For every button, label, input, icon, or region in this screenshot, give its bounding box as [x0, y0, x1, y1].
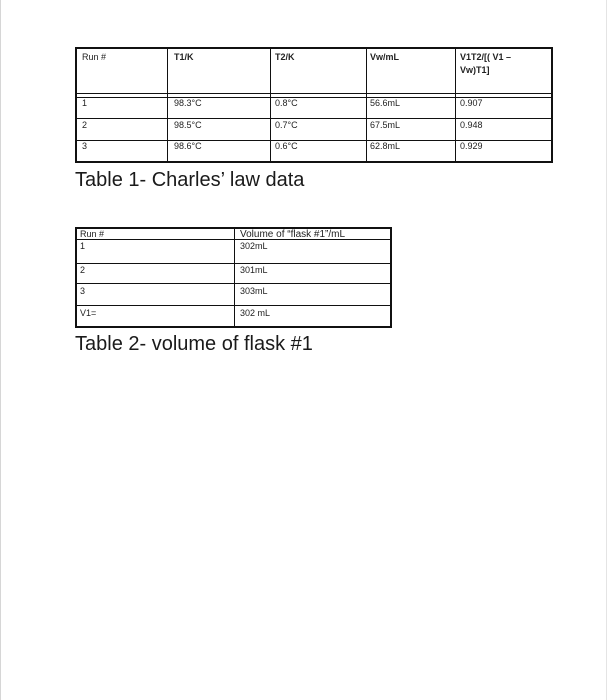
cell-run: 3: [80, 286, 86, 296]
table-border: [234, 227, 235, 328]
cell-t1: 98.6°C: [174, 141, 202, 151]
table-border: [75, 161, 553, 163]
table2-caption: Table 2- volume of flask #1: [75, 333, 313, 355]
header-volume: Volume of “flask #1”/mL: [240, 229, 346, 240]
table-border: [75, 47, 553, 49]
cell-t2: 0.6°C: [275, 141, 298, 151]
table-border: [455, 47, 456, 163]
table1-caption: Table 1- Charles’ law data: [75, 169, 305, 191]
table-border: [390, 227, 392, 328]
cell-volume: 301mL: [240, 265, 268, 275]
cell-volume: 303mL: [240, 286, 268, 296]
header-vw: Vw/mL: [370, 52, 400, 62]
cell-volume: 302mL: [240, 241, 268, 251]
header-t2: T2/K: [275, 52, 295, 62]
table-border: [551, 47, 553, 163]
cell-run: 1: [80, 241, 86, 251]
cell-ratio: 0.948: [460, 120, 483, 130]
cell-ratio: 0.907: [460, 98, 483, 108]
table-border: [75, 93, 553, 94]
header-ratio-line2: Vw)T1]: [460, 65, 490, 75]
cell-run: V1=: [80, 308, 97, 318]
cell-t1: 98.5°C: [174, 120, 202, 130]
header-run: Run #: [80, 229, 105, 239]
cell-volume: 302 mL: [240, 308, 271, 318]
cell-run: 2: [80, 265, 86, 275]
table-border: [366, 47, 367, 163]
cell-ratio: 0.929: [460, 141, 483, 151]
cell-t2: 0.8°C: [275, 98, 298, 108]
header-t1: T1/K: [174, 52, 194, 62]
cell-run: 3: [82, 141, 88, 151]
cell-t2: 0.7°C: [275, 120, 298, 130]
cell-vw: 62.8mL: [370, 141, 401, 151]
charles-law-table: [75, 47, 553, 163]
flask-volume-table: [75, 227, 392, 328]
cell-run: 2: [82, 120, 88, 130]
table-border: [167, 47, 168, 163]
table-border: [75, 118, 553, 119]
cell-run: 1: [82, 98, 88, 108]
header-ratio-line1: V1T2/[( V1 –: [460, 52, 512, 62]
table-border: [270, 47, 271, 163]
table-border: [75, 47, 77, 163]
cell-vw: 67.5mL: [370, 120, 401, 130]
page-edge: [0, 0, 1, 700]
table-border: [75, 227, 77, 328]
cell-t1: 98.3°C: [174, 98, 202, 108]
cell-vw: 56.6mL: [370, 98, 401, 108]
header-run: Run #: [82, 52, 107, 62]
